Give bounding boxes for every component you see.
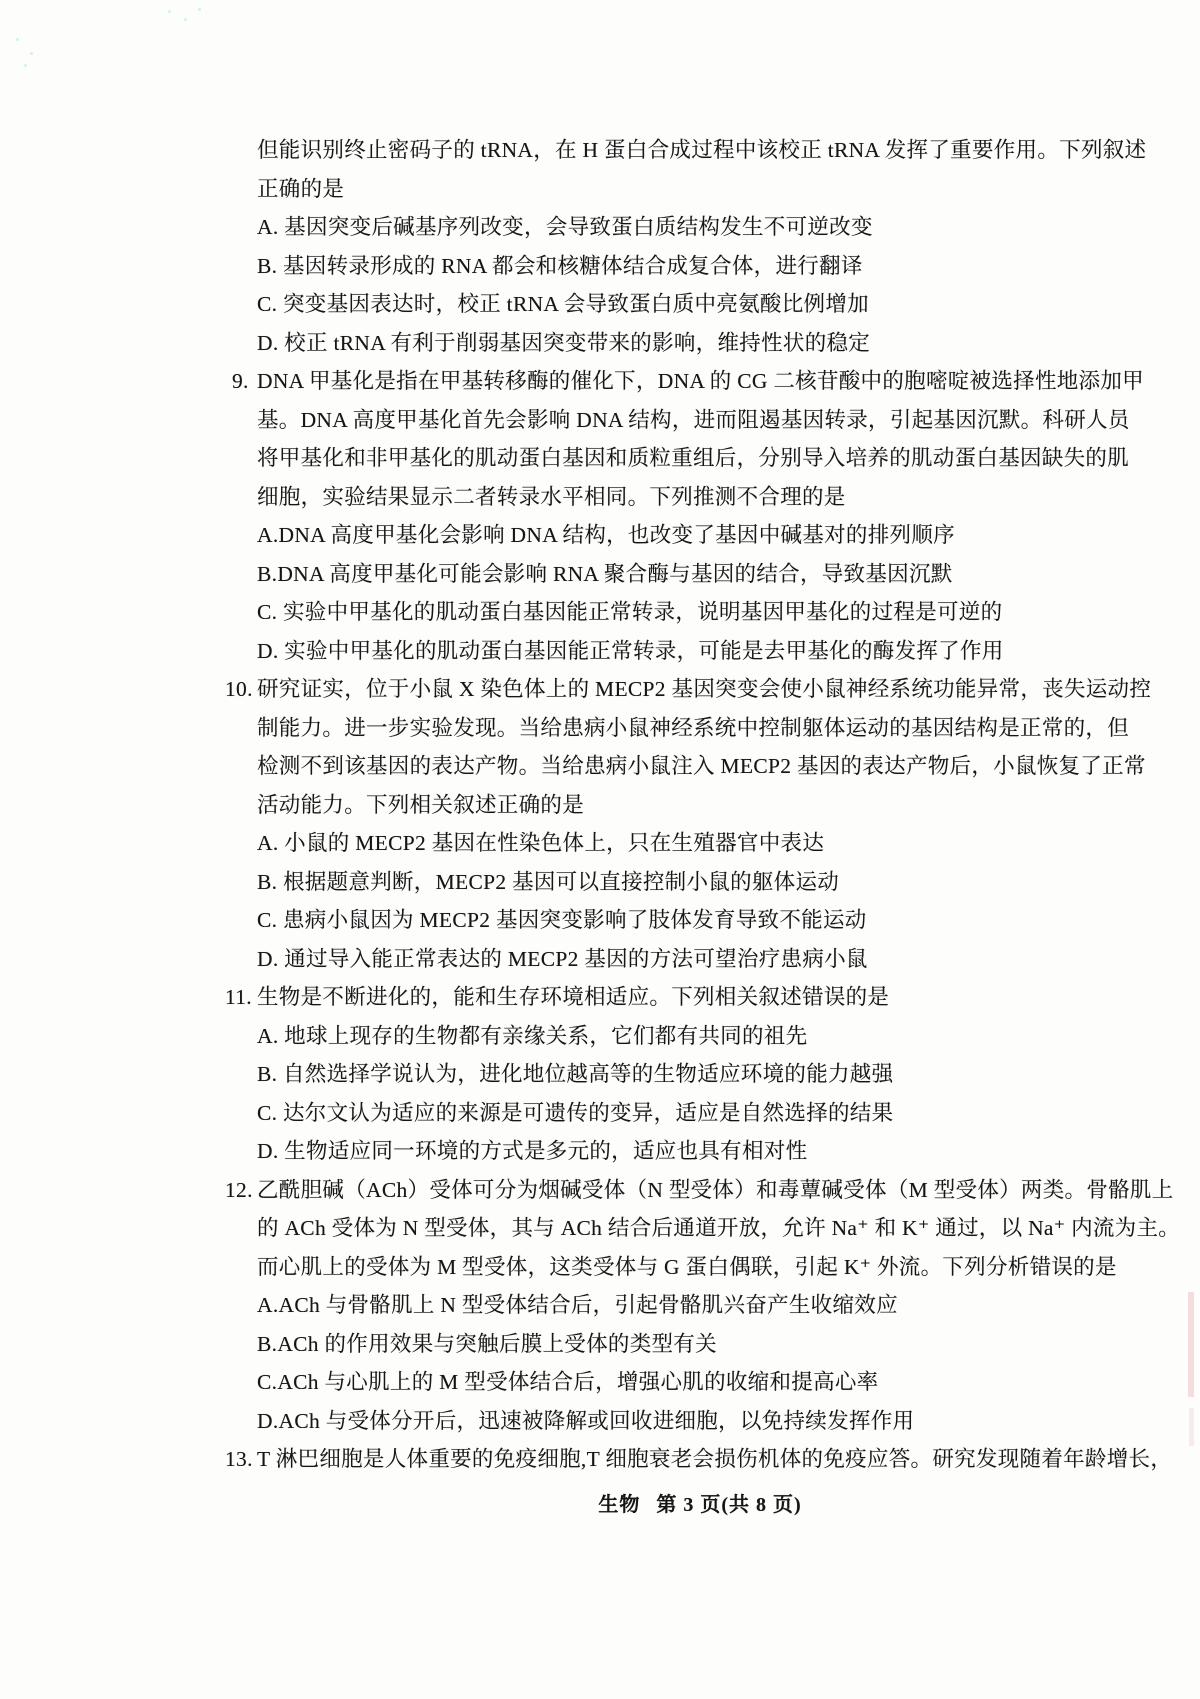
scan-noise-speck (16, 38, 19, 41)
q12-option-b: B.ACh 的作用效果与突触后膜上受体的类型有关 (257, 1331, 717, 1356)
q10-option-a: A. 小鼠的 MECP2 基因在性染色体上，只在生殖器官中表达 (257, 831, 825, 855)
exam-content (225, 131, 1181, 1479)
q9-stem-line-2: 基。DNA 高度甲基化首先会影响 DNA 结构，进而阻遏基因转录，引起基因沉默。科研人员 (257, 407, 1130, 432)
q12-number: 12. (225, 1177, 253, 1202)
q11-option-a: A. 地球上现存的生物都有亲缘关系，它们都有共同的祖先 (257, 1023, 808, 1048)
q12-stem-line-2: 的 ACh 受体为 N 型受体，其与 ACh 结合后通道开放，允许 Na⁺ 和 K⁺ 通过，以 Na⁺ 内流为主。 (257, 1216, 1181, 1240)
q11-option-d: D. 生物适应同一环境的方式是多元的，适应也具有相对性 (257, 1139, 808, 1163)
q11-stem-text: 生物是不断进化的，能和生存环境相适应。下列相关叙述错误的是 (257, 985, 890, 1009)
q13-stem-text: T 淋巴细胞是人体重要的免疫细胞,T 细胞衰老会损伤机体的免疫应答。研究发现随着年龄增长， (257, 1447, 1173, 1471)
q10-option-c: C. 患病小鼠因为 MECP2 基因突变影响了肢体发育导致不能运动 (257, 908, 867, 932)
q9-stem-line-1 (225, 362, 1175, 401)
q12-stem-line-3: 而心肌上的受体为 M 型受体，这类受体与 G 蛋白偶联，引起 K⁺ 外流。下列分析错误的是 (257, 1254, 1117, 1279)
q10-option-d: D. 通过导入能正常表达的 MECP2 基因的方法可望治疗患病小鼠 (257, 946, 868, 971)
footer-subject: 生物 (598, 1494, 641, 1516)
scan-artifact-streak (1189, 1408, 1194, 1446)
q9-stem-line-3: 将甲基化和非甲基化的肌动蛋白基因和质粒重组后，分别导入培养的肌动蛋白基因缺失的肌 (257, 446, 1130, 470)
q10-number: 10. (225, 677, 253, 701)
q12-stem-text: 乙酰胆碱（ACh）受体可分为烟碱受体（N 型受体）和毒蕈碱受体（M 型受体）两类。骨骼肌上 (257, 1177, 1174, 1202)
scan-noise-speck (24, 64, 27, 67)
q11-option-b: B. 自然选择学说认为，进化地位越高等的生物适应环境的能力越强 (257, 1062, 894, 1086)
scan-noise-speck (184, 18, 187, 21)
page-footer (225, 1486, 1175, 1524)
q9-option-c: C. 实验中甲基化的肌动蛋白基因能正常转录，说明基因甲基化的过程是可逆的 (257, 600, 1003, 624)
q11-stem-line-1 (225, 978, 1175, 1017)
q9-option-a: A.DNA 高度甲基化会影响 DNA 结构，也改变了基因中碱基对的排列顺序 (257, 523, 955, 547)
scan-noise-speck (30, 52, 33, 55)
q8-option-a: A. 基因突变后碱基序列改变，会导致蛋白质结构发生不可逆改变 (257, 215, 873, 239)
q12-stem-line-1 (225, 1171, 1175, 1210)
q10-stem-line-3: 检测不到该基因的表达产物。当给患病小鼠注入 MECP2 基因的表达产物后，小鼠恢复了正常 (257, 754, 1146, 778)
q10-stem-line-1 (225, 670, 1175, 709)
q12-option-a: A.ACh 与骨骼肌上 N 型受体结合后，引起骨骼肌兴奋产生收缩效应 (257, 1293, 898, 1317)
q8-stem-line-2: 正确的是 (257, 176, 345, 201)
scan-noise-speck (168, 10, 171, 13)
q12-option-c: C.ACh 与心肌上的 M 型受体结合后，增强心肌的收缩和提高心率 (257, 1370, 879, 1394)
q8-option-c: C. 突变基因表达时，校正 tRNA 会导致蛋白质中亮氨酸比例增加 (257, 292, 869, 316)
q8-option-d: D. 校正 tRNA 有利于削弱基因突变带来的影响，维持性状的稳定 (257, 330, 871, 355)
q9-option-d: D. 实验中甲基化的肌动蛋白基因能正常转录，可能是去甲基化的酶发挥了作用 (257, 638, 1004, 663)
q9-number: 9. (232, 369, 249, 393)
q11-option-c: C. 达尔文认为适应的来源是可遗传的变异，适应是自然选择的结果 (257, 1100, 894, 1125)
q10-stem-text: 研究证实，位于小鼠 X 染色体上的 MECP2 基因突变会使小鼠神经系统功能异常，丧失运动控 (257, 677, 1152, 701)
q10-stem-line-2: 制能力。进一步实验发现。当给患病小鼠神经系统中控制躯体运动的基因结构是正常的，但 (257, 715, 1130, 740)
scan-noise-speck (198, 8, 201, 11)
q11-number: 11. (225, 985, 252, 1009)
q9-stem-line-4: 细胞，实验结果显示二者转录水平相同。下列推测不合理的是 (257, 484, 846, 509)
q10-option-b: B. 根据题意判断，MECP2 基因可以直接控制小鼠的躯体运动 (257, 869, 840, 894)
q10-stem-line-4: 活动能力。下列相关叙述正确的是 (257, 792, 585, 817)
q9-option-b: B.DNA 高度甲基化可能会影响 RNA 聚合酶与基因的结合，导致基因沉默 (257, 561, 953, 586)
q9-stem-text: DNA 甲基化是指在甲基转移酶的催化下，DNA 的 CG 二核苷酸中的胞嘧啶被选择性地添加甲 (257, 369, 1144, 393)
q12-option-d: D.ACh 与受体分开后，迅速被降解或回收进细胞，以免持续发挥作用 (257, 1408, 915, 1433)
scan-artifact-streak (1188, 1292, 1194, 1397)
q8-option-b: B. 基因转录形成的 RNA 都会和核糖体结合成复合体，进行翻译 (257, 253, 863, 278)
q8-stem-line-1: 但能识别终止密码子的 tRNA，在 H 蛋白合成过程中该校正 tRNA 发挥了重要作用。下列叙述 (257, 138, 1147, 162)
q13-stem-line-1 (225, 1440, 1175, 1479)
q13-number: 13. (225, 1447, 253, 1471)
footer-page-number: 第 3 页(共 8 页) (656, 1494, 802, 1516)
